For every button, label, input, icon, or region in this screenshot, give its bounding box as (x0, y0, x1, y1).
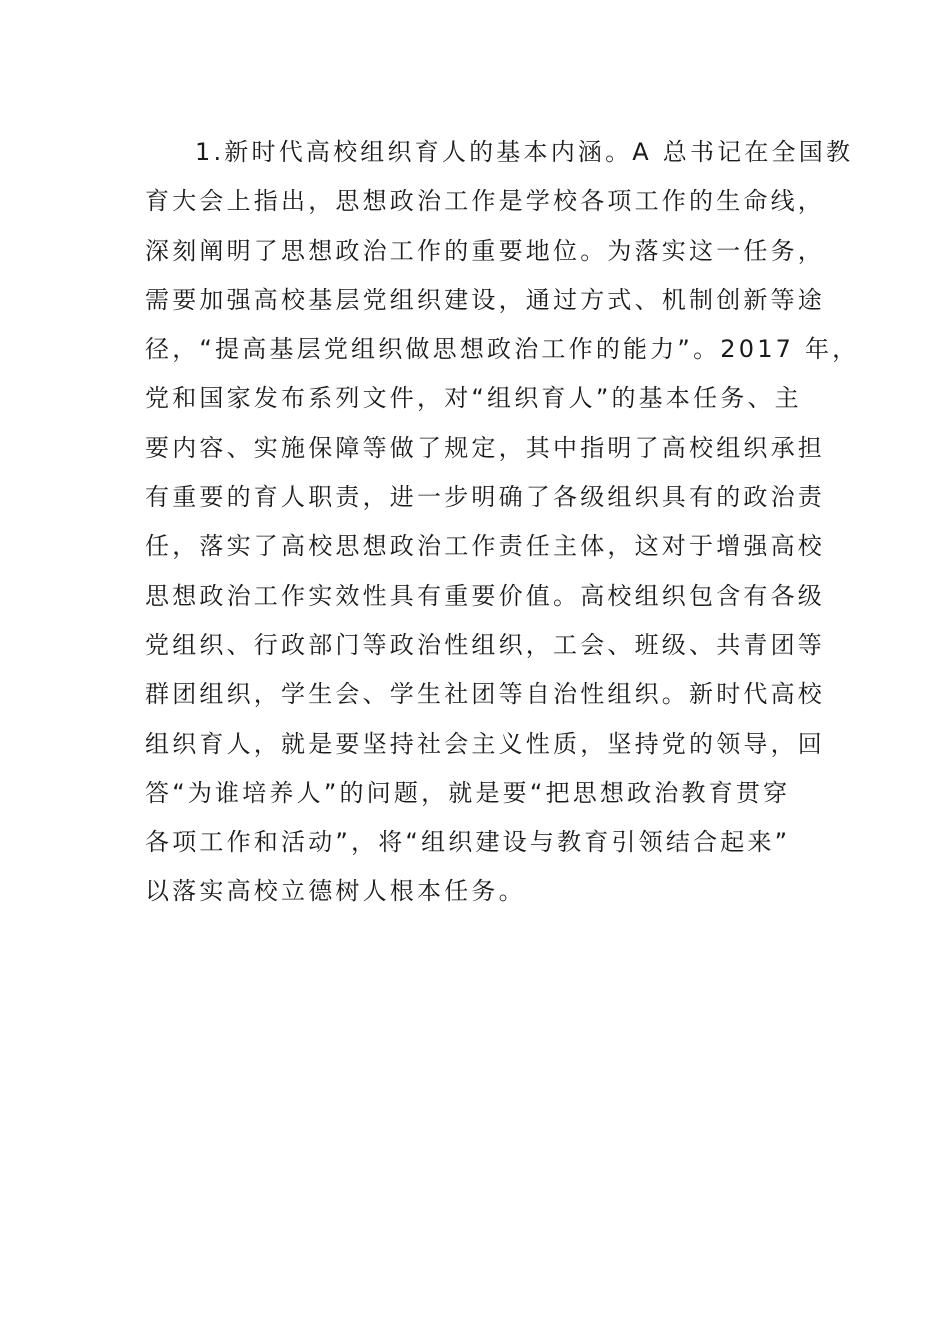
paragraph-line: 育大会上指出，思想政治工作是学校各项工作的生命线， (145, 187, 825, 216)
body-paragraph (145, 128, 860, 917)
paragraph-line: 要内容、实施保障等做了规定，其中指明了高校组织承担 (145, 433, 825, 462)
paragraph-line: 1.新时代高校组织育人的基本内涵。A 总书记在全国教 (195, 138, 854, 166)
paragraph-line: 党组织、行政部门等政治性组织，工会、班级、共青团等 (145, 630, 825, 659)
paragraph-line: 各项工作和活动”，将“组织建设与教育引领结合起来” (145, 828, 791, 857)
paragraph-line: 以落实高校立德树人根本任务。 (145, 877, 526, 906)
paragraph-line: 党和国家发布系列文件，对“组织育人”的基本任务、主 (145, 384, 802, 413)
paragraph-line: 群团组织，学生会、学生社团等自治性组织。新时代高校 (145, 680, 825, 709)
paragraph-line: 任，落实了高校思想政治工作责任主体，这对于增强高校 (145, 532, 825, 561)
paragraph-line: 答“为谁培养人”的问题，就是要“把思想政治教育贯穿 (145, 778, 791, 807)
paragraph-line: 思想政治工作实效性具有重要价值。高校组织包含有各级 (145, 581, 825, 610)
paragraph-line: 深刻阐明了思想政治工作的重要地位。为落实这一任务， (145, 236, 825, 265)
paragraph-line: 有重要的育人职责，进一步明确了各级组织具有的政治责 (145, 483, 825, 512)
paragraph-line: 径，“提高基层党组织做思想政治工作的能力”。2017 年， (145, 335, 860, 364)
paragraph-line: 需要加强高校基层党组织建设，通过方式、机制创新等途 (145, 285, 825, 314)
paragraph-line: 组织育人，就是要坚持社会主义性质，坚持党的领导，回 (145, 729, 825, 758)
